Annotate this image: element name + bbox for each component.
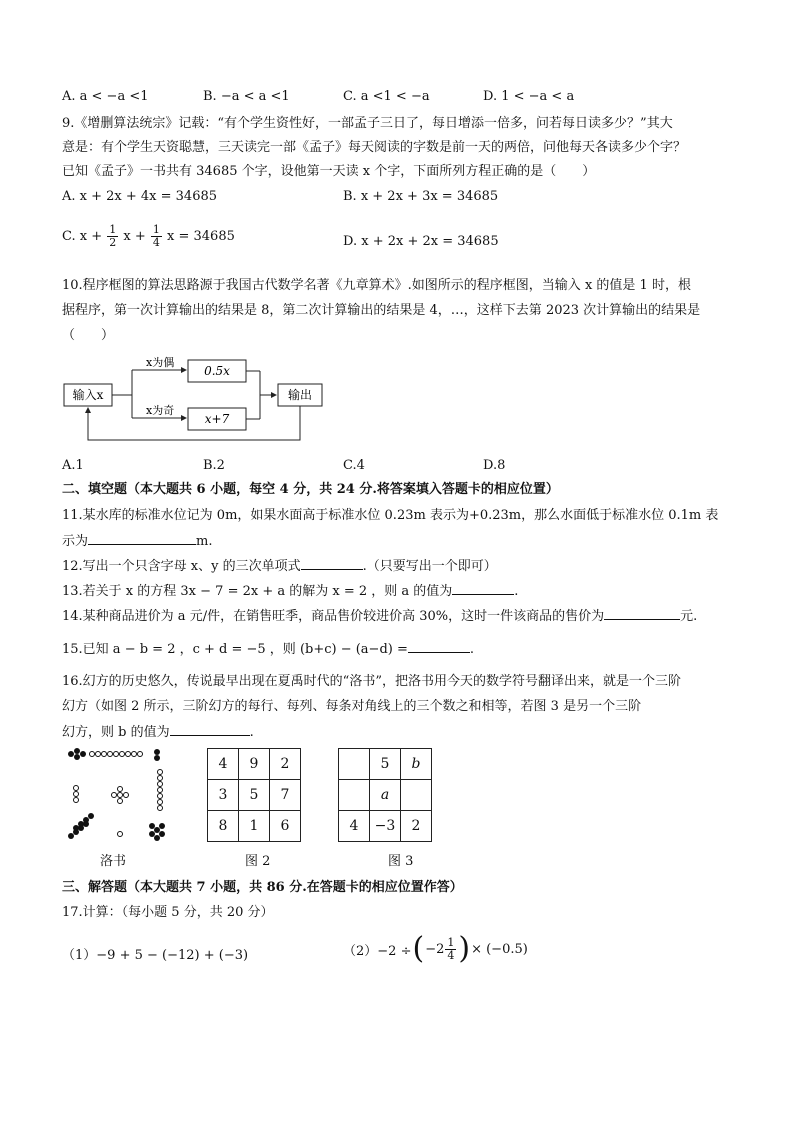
odd-branch-label: x为奇	[146, 404, 175, 417]
q9-option-d: D. x + 2x + 2x = 34685	[343, 234, 499, 249]
even-branch-label: x为偶	[146, 356, 175, 369]
q12-line: 12.写出一个只含字母 x、y 的三次单项式 .（只要写出一个即可）	[62, 555, 497, 577]
q10-option-c: C.4	[343, 458, 365, 473]
program-flowchart	[62, 352, 332, 444]
figure-3-magic-square: 5 b a 4 −3 2	[338, 748, 432, 842]
q9-option-c-mid: x +	[123, 229, 146, 244]
q16-line-2: 幻方（如图 2 所示，三阶幻方的每行、每列、每条对角线上的三个数之和相等，若图 3 是另一个三阶	[62, 699, 642, 714]
fraction-quarter: $\frac{1}{4}$	[152, 223, 160, 249]
q14-answer-blank[interactable]	[604, 605, 680, 620]
q9-line-1: 9.《增删算法统宗》记载：“有个学生资性好，一部孟子三日了，每日增添一倍多，问若每日读多少？”其大	[62, 116, 673, 131]
q15-answer-blank[interactable]	[408, 638, 470, 653]
q9-option-a: A. x + 2x + 4x = 34685	[62, 189, 218, 204]
luoshu-caption: 洛书	[100, 854, 127, 869]
q11-line-2: 示为 m.	[62, 530, 212, 552]
q16-line-1: 16.幻方的历史悠久，传说最早出现在夏禹时代的“洛书”，把洛书用今天的数学符号翻译出来，就是一个三阶	[62, 674, 681, 689]
q16-answer-blank[interactable]	[170, 721, 250, 736]
q12-answer-blank[interactable]	[301, 555, 363, 570]
q13-answer-blank[interactable]	[452, 580, 514, 595]
q10-option-b: B.2	[203, 458, 225, 473]
q11-answer-blank[interactable]	[88, 530, 196, 545]
q9-line-3: 已知《孟子》一书共有 34685 个字，设他第一天读 x 个字，下面所列方程正确的是（ ）	[62, 164, 596, 179]
operation-half-label: 0.5x	[204, 364, 230, 378]
q17-part-2: （2）−2 ÷ ( −2 $\frac{1}{4}$ ) × (−0.5)	[343, 931, 528, 966]
figure-2-magic-square: 4 9 2 3 5 7 8 1 6	[207, 748, 301, 842]
q10-line-1: 10.程序框图的算法思路源于我国古代数学名著《九章算术》.如图所示的程序框图，当输入 x 的值是 1 时，根	[62, 278, 691, 293]
output-label: 输出	[287, 388, 313, 402]
q10-line-3: （ ）	[62, 328, 115, 343]
q8-option-b: B. −a < a <1	[203, 89, 290, 104]
figure-3-caption: 图 3	[388, 854, 414, 869]
q10-option-d: D.8	[483, 458, 506, 473]
q17-title: 17.计算：（每小题 5 分，共 20 分）	[62, 905, 274, 920]
q9-line-2: 意是：有个学生天资聪慧，三天读完一部《孟子》每天阅读的字数是前一天的两倍，问他每天各读多少个字？	[62, 140, 687, 155]
q15-line: 15.已知 a − b = 2 ，c + d = −5 ，则 (b+c) − (a−d) = .	[62, 638, 474, 660]
q9-option-b: B. x + 2x + 3x = 34685	[343, 189, 499, 204]
input-label: 输入x	[72, 388, 104, 402]
q9-option-c-suffix: x = 34685	[167, 229, 235, 244]
q13-line: 13.若关于 x 的方程 3x − 7 = 2x + a 的解为 x = 2 ，则 a 的值为 .	[62, 580, 518, 602]
section-3-heading: 三、解答题（本大题共 7 小题，共 86 分.在答题卡的相应位置作答）	[62, 880, 463, 895]
operation-plus7-label: x+7	[204, 412, 230, 426]
q10-line-2: 据程序，第一次计算输出的结果是 8，第二次计算输出的结果是 4，…，这样下去第 2023 次计算输出的结果是	[62, 303, 701, 318]
q16-line-3: 幻方，则 b 的值为 .	[62, 721, 254, 743]
q8-option-c: C. a <1 < −a	[343, 89, 430, 104]
section-2-heading: 二、填空题（本大题共 6 小题，每空 4 分，共 24 分.将答案填入答题卡的相应位置）	[62, 482, 559, 497]
fraction-one-quarter: $\frac{1}{4}$	[447, 935, 455, 962]
figure-2-caption: 图 2	[245, 854, 271, 869]
q8-option-d: D. 1 < −a < a	[483, 89, 575, 104]
q14-line: 14.某种商品进价为 a 元/件，在销售旺季，商品售价较进价高 30%，这时一件该商品的售价为 元.	[62, 605, 697, 627]
fraction-half: $\frac{1}{2}$	[109, 223, 117, 249]
luoshu-diagram	[64, 748, 174, 844]
q11-line-1: 11.某水库的标准水位记为 0m，如果水面高于标准水位 0.23m 表示为+0.23m，那么水面低于标准水位 0.1m 表	[62, 508, 719, 523]
q8-option-a: A. a < −a <1	[62, 89, 149, 104]
q9-option-c	[62, 224, 235, 249]
q9-option-c-prefix: C. x +	[62, 229, 103, 244]
q17-part-1: （1）−9 + 5 − (−12) + (−3)	[62, 948, 249, 963]
q10-option-a: A.1	[62, 458, 84, 473]
